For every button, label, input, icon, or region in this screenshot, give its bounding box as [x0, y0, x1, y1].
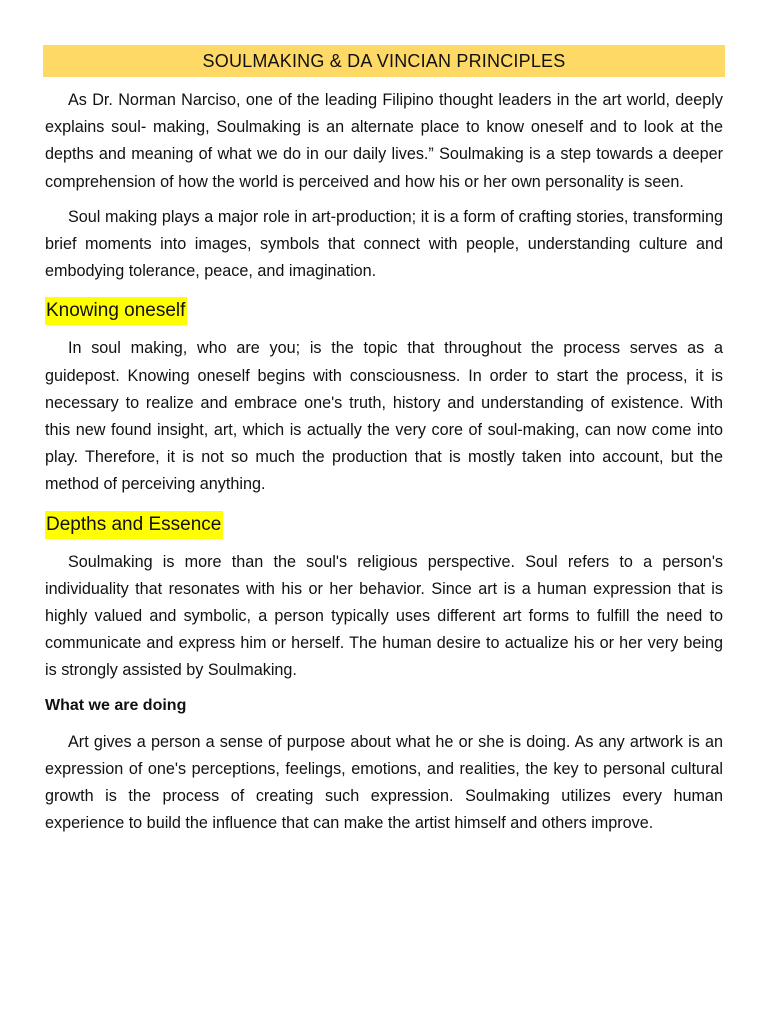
section-paragraph: In soul making, who are you; is the topic that throughout the process serves as a guidepost. Knowing oneself begins with consciousness. In order to start the process, it is necessary to realize and embrace one's truth, history and understanding of existence. With this new found insight, art, which is actually the very core of soul-making, can now come into play. Therefore, it is not so much the production that is mostly taken into account, but the method of perceiving anything.	[45, 339, 723, 494]
section-paragraph: Art gives a person a sense of purpose about what he or she is doing. As any artwork is an expression of one's perceptions, feelings, emotions, and realities, the key to personal cultural growth is the process of creating such expression. Soulmaking utilizes every human experience to build the influence that can make the artist himself and others improve.	[45, 732, 723, 833]
intro-paragraph: Soul making plays a major role in art-production; it is a form of crafting stories, transforming brief moments into images, symbols that connect with people, understanding culture and embodying tolerance, peace, and imagination.	[45, 207, 723, 281]
intro-paragraph: As Dr. Norman Narciso, one of the leading Filipino thought leaders in the art world, deeply explains soul- making, Soulmaking is an alternate place to know oneself and to look at the depths and meaning of what we do in our daily lives.” Soulmaking is a step towards a deeper comprehension of how the world is perceived and how his or her own personality is seen.	[45, 91, 723, 191]
section-knowing-oneself	[45, 293, 723, 335]
title-banner	[43, 45, 725, 77]
document-body	[45, 87, 723, 845]
section-heading: Knowing oneself	[45, 297, 187, 325]
section-paragraph: Soulmaking is more than the soul's religious perspective. Soul refers to a person's individuality that resonates with his or her behavior. Since art is a human expression that is highly valued and symbolic, a person typically uses different art forms to fulfill the need to communicate and express him or herself. The human desire to actualize his or her very being is strongly assisted by Soulmaking.	[45, 552, 723, 680]
section-depths-and-essence	[45, 507, 723, 549]
page-title: SOULMAKING & DA VINCIAN PRINCIPLES	[202, 50, 566, 71]
section-heading: What we are doing	[45, 696, 187, 714]
section-heading: Depths and Essence	[45, 511, 223, 539]
